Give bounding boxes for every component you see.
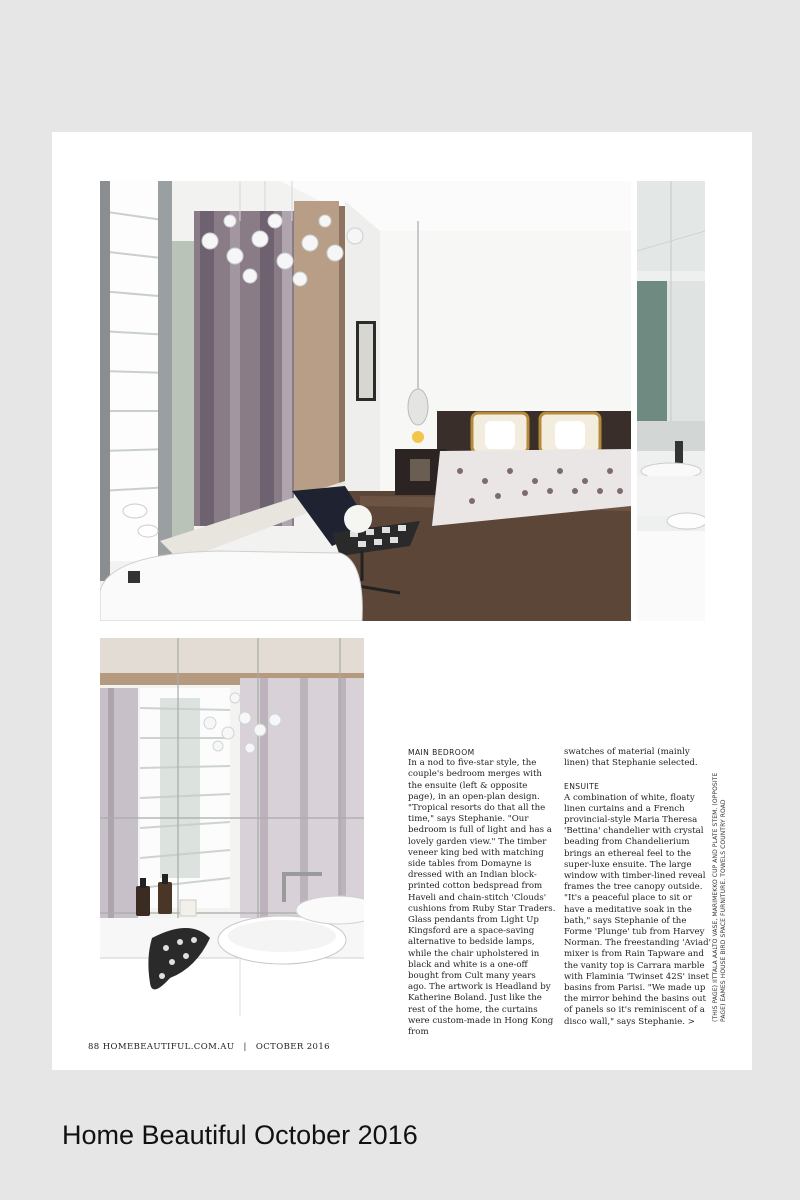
- main-bedroom-body: In a nod to five-star style, the couple's bedroom merges with the ensuite (left & opposite page), in an open-plan design. "Tropical resorts do that all the time," says Stephanie. "Our bedroom is full of light and has a lovely garden view." The timber veneer king bed with matching side tables from Domayne is dressed with an Indian block-printed cotton bedspread from Haveli and chain-stitch 'Clouds' cushions from Ruby Star Traders. Glass pendants from Light Up Kingsford are a space-saving alternative to bedside lamps, while the chair upholstered in black and white is a one-off bought from Cult many years ago. The artwork is Headland by Katherine Boland. Just like the rest of the home, the curtains were custom-made in Hong Kong from: [408, 758, 556, 1038]
- continuation-text: swatches of material (mainly linen) that Stephanie selected.: [564, 747, 698, 769]
- page-number: 88: [88, 1042, 100, 1052]
- ensuite-body: A combination of white, floaty linen curtains and a French provincial-style Maria Theresa 'Bettina' chandelier with crystal beading from Chandelierium brings an ethereal feel to the super-luxe ensuite. The large window with timber-lined reveal frames the tree canopy outside. "It's a peaceful place to sit or have a meditative soak in the bath," says Stephanie of the Forme 'Plunge' tub from Harvey Norman. The freestanding 'Aviad' mixer is from Rain Tapware and the vanity top is Carrara marble with Flaminia 'Twinset 42S' inset basins from Parisi. "We made up the mirror behind the basins out of panels so it's reminiscent of a disco wall," says Stephanie. >: [564, 792, 711, 1027]
- issue-date: OCTOBER 2016: [255, 1042, 330, 1052]
- ensuite-mirror-photo: [637, 181, 705, 621]
- main-bedroom-column: [408, 747, 556, 1038]
- photo-credits: (THIS PAGE) IITTALA AALTO VASE, MARIMEKKO CUP AND PLATE STEM. (OPPOSITE PAGE) EAMES HOUSE BIRD SPACE FURNITURE. TOWELS COUNTRY ROAD: [712, 772, 727, 1022]
- image-caption: Home Beautiful October 2016: [62, 1120, 418, 1150]
- ensuite-photo: [100, 638, 364, 1016]
- bedroom-photo: [100, 181, 631, 621]
- folio-separator: |: [243, 1042, 247, 1052]
- website: HOMEBEAUTIFUL.COM.AU: [102, 1042, 235, 1052]
- magazine-page: [52, 132, 752, 1070]
- main-bedroom-heading: MAIN BEDROOM: [408, 748, 475, 757]
- ensuite-column: [564, 747, 714, 1028]
- ensuite-heading: ENSUITE: [564, 782, 600, 792]
- page-folio: [88, 1042, 330, 1052]
